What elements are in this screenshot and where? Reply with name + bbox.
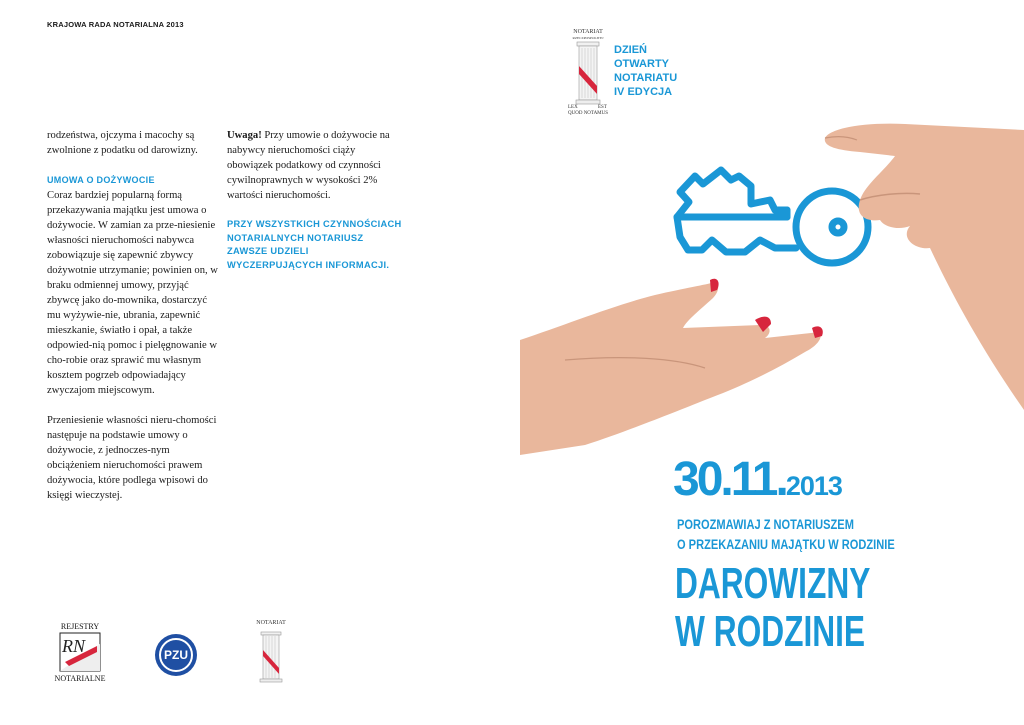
pzu-logo <box>154 633 198 677</box>
main-title <box>675 560 870 656</box>
notariat-logo-top <box>566 28 610 118</box>
publisher-header: KRAJOWA RADA NOTARIALNA 2013 <box>47 20 184 29</box>
title-line-1: DAROWIZNY <box>675 559 871 608</box>
title-line-2: W RODZINIE <box>675 607 866 656</box>
subtitle-line-1: POROZMAWIAJ Z NOTARIUSZEM <box>677 517 854 532</box>
intro-paragraph: rodzeństwa, ojczyma i macochy są zwolnione z podatku od darowizny. <box>47 130 198 156</box>
uwaga-text: Przy umowie o dożywocie na nabywcy nieruchomości ciąży obowiązek podatkowy od czynności cywilnoprawnych w wysokości 2% wartości nieruchomości. <box>227 130 390 201</box>
est-label: EST <box>598 105 607 110</box>
right-text-column <box>227 128 402 272</box>
rzeczpospolita-label: RZECZPOSPOLITEJ <box>572 36 604 40</box>
dozywocie-paragraph-2: Przeniesienie własności nieru-chomości następuje na podstawie umowy o dożywocie, z jednoczes-nym obciążeniem nieruchomości prawem dożywocia, które podlega wpisowi do księgi wieczystej. <box>47 415 217 501</box>
date-day-month: 30.11. <box>673 453 786 506</box>
rejestry-label: REJESTRY <box>60 622 100 631</box>
quod-notamus-label: QUOD NOTAMUS <box>568 111 609 116</box>
bottom-column-emblem-icon <box>252 626 290 692</box>
giving-hand <box>825 124 1024 410</box>
event-name <box>614 43 677 99</box>
rejestry-notarialne-logo <box>49 622 111 686</box>
hands-key-illustration <box>505 110 1024 455</box>
pzu-label: PZU <box>164 648 188 662</box>
subtitle <box>677 515 895 555</box>
notariat-logo-bottom <box>252 620 290 692</box>
date-year: 2013 <box>785 471 842 501</box>
event-line-2: OTWARTY <box>614 58 669 70</box>
bottom-notariat-label: NOTARIAT <box>256 620 286 626</box>
uwaga-paragraph <box>227 128 402 203</box>
notariat-label: NOTARIAT <box>573 29 603 35</box>
receiving-hand <box>520 279 823 455</box>
notarialne-label: NOTARIALNE <box>54 674 106 683</box>
lex-label: LEX <box>568 105 578 110</box>
notary-callout: PRZY WSZYSTKICH CZYNNOŚCIACH NOTARIALNYCH NOTARIUSZ ZAWSZE UDZIELI WYCZERPUJĄCYCH INFORMACJI. <box>227 219 402 270</box>
event-line-3: NOTARIATU <box>614 72 678 84</box>
dozywocie-paragraph-1: Coraz bardziej popularną formą przekazywania majątku jest umowa o dożywocie. W zamian za prze-niesienie własności nieruchomości nabywca zobowiązuje się zapewnić zbywcy dożywotnie utrzymanie; powinien on, w braku odmiennej umowy, przyjąć zbywcę jako do-mownika, dostarczyć mu wyżywie-nie, ubrania, zapewnić mieszkanie, światło i opał, a także odpowied-nią pomoc i pielęgnowanie w cho-robie oraz sprawić mu własnym kosztem pogrzeb odpowiadający zwyczajom miejscowym. <box>47 190 218 396</box>
section-title-dozywocie: UMOWA O DOŻYWOCIE <box>47 175 155 185</box>
rn-mark: RN <box>62 636 86 656</box>
house-key-icon <box>677 170 868 263</box>
subtitle-line-2: O PRZEKAZANIU MAJĄTKU W RODZINIE <box>677 537 895 552</box>
event-line-4: IV EDYCJA <box>614 86 673 98</box>
uwaga-label: Uwaga! <box>227 130 262 141</box>
left-text-column <box>47 128 219 518</box>
event-date <box>673 452 842 507</box>
event-line-1: DZIEŃ <box>614 44 647 56</box>
